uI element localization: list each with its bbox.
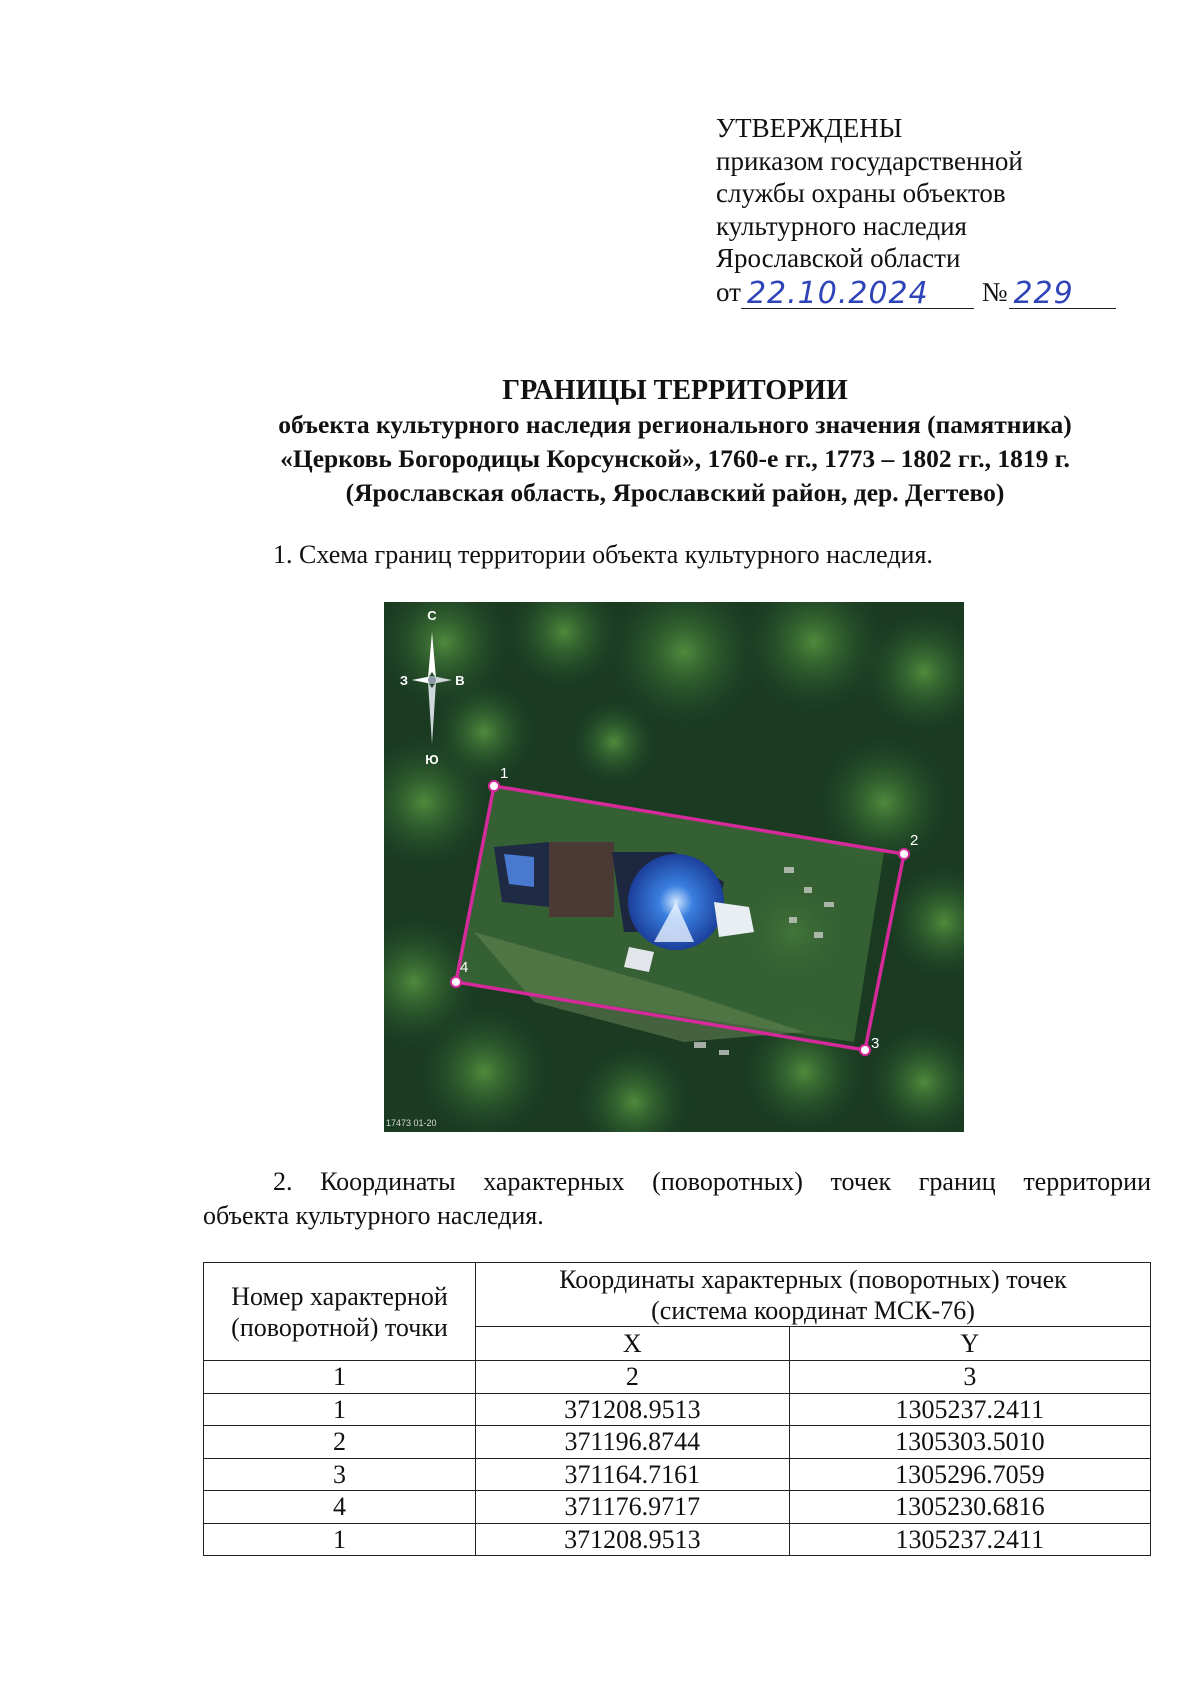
point-label-3: 3	[871, 1035, 880, 1052]
coordinates-table	[203, 1262, 1151, 1556]
section-1-heading: 1. Схема границ территории объекта культурного наследия.	[273, 540, 933, 569]
header-coordinates-line: (система координат МСК-76)	[651, 1295, 975, 1325]
x-cell: 371208.9513	[476, 1523, 790, 1556]
boundary-point-2	[899, 849, 909, 859]
y-cell: 1305237.2411	[789, 1393, 1150, 1426]
section-2-line: объекта культурного наследия.	[203, 1201, 544, 1230]
y-cell: 1305303.5010	[789, 1426, 1150, 1459]
compass-north-label: С	[427, 608, 437, 623]
point-cell: 1	[204, 1523, 476, 1556]
column-number: 2	[476, 1361, 790, 1394]
approval-line: приказом государственной	[716, 145, 1023, 176]
x-cell: 371196.8744	[476, 1426, 790, 1459]
x-cell: 371164.7161	[476, 1458, 790, 1491]
boundary-point-1	[489, 781, 499, 791]
point-cell: 4	[204, 1491, 476, 1524]
compass-west-label: З	[399, 673, 409, 688]
y-cell: 1305237.2411	[789, 1523, 1150, 1556]
compass-east-label: В	[455, 673, 465, 688]
table-row	[204, 1426, 1151, 1459]
satellite-image	[384, 602, 964, 1132]
date-prefix: от	[716, 277, 741, 307]
table-row	[204, 1491, 1151, 1524]
header-x: X	[476, 1327, 790, 1361]
table-row	[204, 1523, 1151, 1556]
point-label-2: 2	[910, 832, 919, 849]
image-stamp: 17473 01-20	[386, 1118, 437, 1128]
section-2-line: 2. Координаты характерных (поворотных) точек границ территории	[273, 1167, 1151, 1196]
date-field	[741, 274, 974, 309]
boundary-point-3	[860, 1045, 870, 1055]
approval-heading: УТВЕРЖДЕНЫ	[716, 113, 903, 143]
point-label-1: 1	[500, 765, 509, 782]
approval-line: службы охраны объектов	[716, 178, 1006, 208]
title-line: «Церковь Богородицы Корсунской», 1760-е гг., 1773 – 1802 гг., 1819 г.	[280, 444, 1070, 473]
column-number: 1	[204, 1361, 476, 1394]
point-cell: 3	[204, 1458, 476, 1491]
title-line: объекта культурного наследия регионального значения (памятника)	[278, 410, 1072, 439]
x-cell: 371176.9717	[476, 1491, 790, 1524]
boundary-point-4	[451, 977, 461, 987]
column-number: 3	[789, 1361, 1150, 1394]
table-row	[204, 1458, 1151, 1491]
approval-block	[716, 112, 1116, 309]
approval-line: культурного наследия	[716, 210, 967, 241]
header-y: Y	[789, 1327, 1150, 1361]
x-cell: 371208.9513	[476, 1393, 790, 1426]
header-coordinates	[476, 1263, 1151, 1327]
y-cell: 1305296.7059	[789, 1458, 1150, 1491]
y-cell: 1305230.6816	[789, 1491, 1150, 1524]
compass-south-label: Ю	[425, 752, 439, 767]
section-2-heading	[203, 1165, 1151, 1233]
handwritten-date: 22.10.2024	[746, 275, 929, 311]
point-cell: 1	[204, 1393, 476, 1426]
number-sign: №	[981, 277, 1008, 307]
handwritten-order-number: 229	[1013, 275, 1074, 311]
boundary-map	[384, 602, 964, 1132]
order-number-field	[1009, 274, 1116, 309]
column-number-row	[204, 1361, 1151, 1394]
table-row	[204, 1393, 1151, 1426]
point-cell: 2	[204, 1426, 476, 1459]
point-label-4: 4	[460, 959, 469, 976]
header-point-number: Номер характерной (поворотной) точки	[204, 1263, 476, 1361]
approval-date-row	[716, 275, 1116, 309]
document-title	[100, 374, 1200, 510]
approval-line: Ярославской области	[716, 243, 961, 273]
title-line: (Ярославская область, Ярославский район, дер. Дегтево)	[345, 478, 1005, 507]
title-main: ГРАНИЦЫ ТЕРРИТОРИИ	[502, 375, 848, 406]
header-coordinates-line: Координаты характерных (поворотных) точек	[559, 1264, 1067, 1294]
